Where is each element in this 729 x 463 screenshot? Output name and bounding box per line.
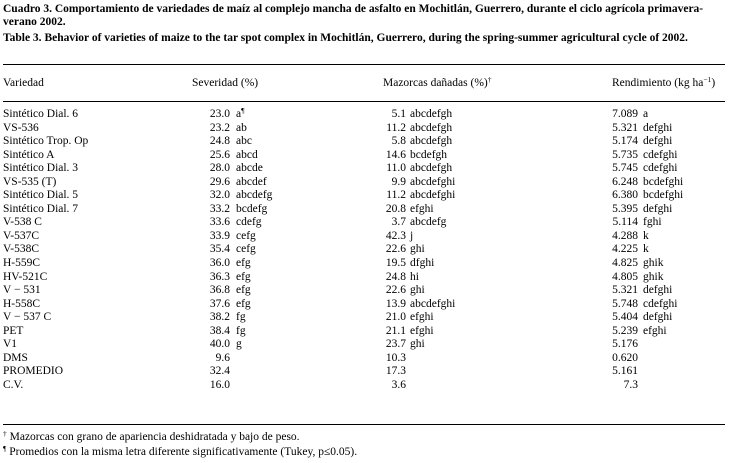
variety-cell: H-559C — [3, 257, 41, 270]
variety-cell: VS-535 (T) — [3, 175, 57, 188]
severity-value: 32.0 — [209, 189, 230, 202]
severity-letters: fg — [236, 324, 246, 337]
cobs-letters: abcdefgh — [410, 121, 453, 134]
severity-value: 36.3 — [209, 270, 230, 283]
table-row — [0, 176, 729, 190]
yield-value: 5.239 — [612, 324, 638, 337]
yield-letters: defghi — [643, 121, 673, 134]
cobs-letters: abcdefghi — [410, 297, 456, 310]
variety-cell: DMS — [3, 351, 28, 364]
cobs-letters: abcdefghi — [410, 175, 456, 188]
yield-letters: cdefghi — [643, 162, 678, 175]
cobs-letters: dfghi — [410, 257, 435, 270]
cobs-value: 3.7 — [391, 216, 406, 229]
variety-cell: HV-521C — [3, 270, 48, 283]
cobs-value: 22.6 — [385, 284, 406, 297]
severity-value: 33.6 — [209, 216, 230, 229]
cobs-value: 24.8 — [385, 270, 406, 283]
severity-letters: efg — [236, 297, 251, 310]
severity-letters: efg — [236, 284, 251, 297]
variety-cell: V − 537 C — [3, 311, 52, 324]
severity-letters: ab — [236, 121, 247, 134]
cobs-value: 13.9 — [385, 297, 406, 310]
caption-en — [3, 32, 725, 45]
cobs-value: 21.1 — [385, 324, 406, 337]
yield-value: 5.735 — [612, 148, 638, 161]
table-row — [0, 338, 729, 352]
table-row — [0, 325, 729, 339]
yield-value: 5.161 — [612, 365, 638, 378]
yield-value: 5.321 — [612, 121, 638, 134]
severity-letters: bcdefg — [236, 202, 268, 215]
bottom-rule — [3, 424, 725, 425]
yield-letters: bcdefghi — [643, 189, 684, 202]
severity-letters: efg — [236, 270, 251, 283]
variety-cell: V-538 C — [3, 216, 42, 229]
cobs-value: 11.2 — [386, 189, 406, 202]
table-row — [0, 379, 729, 393]
severity-value: 29.6 — [209, 175, 230, 188]
yield-value: 5.745 — [612, 162, 638, 175]
cobs-value: 5.1 — [391, 108, 406, 120]
cobs-letters: abcdefghi — [410, 189, 456, 202]
table-row — [0, 216, 729, 230]
variety-cell: PET — [3, 324, 24, 337]
severity-value: 23.2 — [209, 121, 230, 134]
header-cobs-label: Mazorcas dañadas (%) — [383, 77, 488, 89]
severity-value: 33.9 — [209, 229, 230, 242]
severity-value: 25.6 — [209, 148, 230, 161]
severity-value: 33.2 — [209, 202, 230, 215]
variety-cell: V − 531 — [3, 284, 41, 297]
yield-letters: efghi — [643, 324, 667, 337]
cobs-letters: efghi — [410, 311, 434, 324]
yield-letters: defghi — [643, 135, 673, 148]
yield-value: 5.114 — [612, 216, 638, 229]
cobs-letters: j — [410, 229, 414, 242]
severity-value: 28.0 — [209, 162, 230, 175]
cobs-value: 21.0 — [385, 311, 406, 324]
table-row — [0, 203, 729, 217]
table-row — [0, 108, 729, 122]
cobs-letters: ghi — [410, 243, 425, 256]
variety-cell: V-538C — [3, 243, 39, 256]
severity-value: 36.0 — [209, 257, 230, 270]
yield-value: 4.288 — [612, 229, 638, 242]
yield-letters: defghi — [643, 202, 673, 215]
table-row — [0, 352, 729, 366]
yield-value: 5.321 — [612, 284, 638, 297]
severity-letters: cefg — [236, 229, 256, 242]
cobs-value: 5.8 — [391, 135, 406, 148]
severity-letters-text: a — [236, 108, 242, 120]
variety-cell: Sintético A — [3, 148, 55, 161]
table-row — [0, 284, 729, 298]
caption-en-label: Table 3. — [3, 32, 42, 44]
yield-letters: a — [643, 108, 649, 120]
yield-letters: cdefghi — [643, 297, 678, 310]
variety-cell: V1 — [3, 338, 18, 351]
header-cobs — [383, 77, 491, 89]
dagger-mark: † — [487, 75, 492, 84]
table-row — [0, 135, 729, 149]
footnote-dagger-mark: † — [3, 429, 7, 438]
severity-letters: abc — [236, 135, 252, 148]
table-body — [0, 108, 729, 392]
cobs-value: 23.7 — [385, 338, 406, 351]
table-row — [0, 162, 729, 176]
yield-letters: bcdefghi — [643, 175, 684, 188]
cobs-letters: ghi — [410, 338, 425, 351]
variety-cell: C.V. — [3, 378, 24, 391]
severity-letters: abcd — [236, 148, 258, 161]
yield-value: 5.174 — [612, 135, 638, 148]
footnote-dagger-text: Mazorcas con grano de apariencia deshidratada y bajo de peso. — [9, 431, 300, 443]
yield-letters: ghik — [643, 257, 664, 270]
variety-cell: H-558C — [3, 297, 41, 310]
yield-value: 4.225 — [612, 243, 638, 256]
header-rule — [3, 101, 725, 102]
yield-letters: fghi — [643, 216, 662, 229]
severity-letters: efg — [236, 257, 251, 270]
table-row — [0, 149, 729, 163]
yield-value: 5.395 — [612, 202, 638, 215]
severity-value: 32.4 — [209, 365, 230, 378]
severity-value: 36.8 — [209, 284, 230, 297]
yield-value: 4.825 — [612, 257, 638, 270]
footnote-pilcrow-mark: ¶ — [3, 444, 7, 453]
table-row — [0, 243, 729, 257]
variety-cell: Sintético Dial. 6 — [3, 108, 79, 120]
yield-value: 7.089 — [612, 108, 638, 120]
severity-value: 9.6 — [215, 351, 230, 364]
cobs-letters: abcdefgh — [410, 108, 453, 120]
severity-value: 40.0 — [209, 338, 230, 351]
severity-value: 38.2 — [209, 311, 230, 324]
table-row — [0, 365, 729, 379]
caption-es — [3, 3, 725, 29]
cobs-letters: ghi — [410, 284, 425, 297]
severity-value: 35.4 — [209, 243, 230, 256]
yield-letters: ghik — [643, 270, 664, 283]
variety-cell: V-537C — [3, 229, 39, 242]
variety-cell: VS-536 — [3, 121, 39, 134]
yield-value: 6.248 — [612, 175, 638, 188]
yield-letters: k — [643, 243, 649, 256]
table-row — [0, 298, 729, 312]
severity-value: 23.0 — [209, 108, 230, 120]
severity-letters: abcde — [236, 162, 263, 175]
header-severity: Severidad (%) — [192, 77, 259, 89]
severity-letters — [236, 108, 245, 120]
yield-value: 7.3 — [623, 378, 638, 391]
cobs-letters: abcdefg — [410, 216, 447, 229]
caption-en-text: Behavior of varieties of maize to the tar spot complex in Mochitlán, Guerrero, during the spring-summer agricultural cycle of 2002. — [44, 32, 688, 44]
caption-es-text: Comportamiento de variedades de maíz al complejo mancha de asfalto en Mochitlán, Guerrero, durante el ciclo agrícola primavera-verano 2002. — [3, 3, 704, 28]
severity-value: 37.6 — [209, 297, 230, 310]
yield-value: 5.176 — [612, 338, 638, 351]
cobs-letters: hi — [410, 270, 419, 283]
cobs-value: 22.6 — [385, 243, 406, 256]
table-row — [0, 230, 729, 244]
table-row — [0, 311, 729, 325]
yield-value: 0.620 — [612, 351, 638, 364]
yield-letters: defghi — [643, 311, 673, 324]
variety-cell: PROMEDIO — [3, 365, 64, 378]
yield-value: 6.380 — [612, 189, 638, 202]
header-yield-close: ) — [711, 77, 716, 89]
yield-letters: defghi — [643, 284, 673, 297]
header-yield — [612, 77, 715, 89]
yield-value: 4.805 — [612, 270, 638, 283]
severity-letters: cefg — [236, 243, 256, 256]
severity-letters: abcdef — [236, 175, 267, 188]
cobs-value: 14.6 — [385, 148, 406, 161]
severity-value: 38.4 — [209, 324, 230, 337]
variety-cell: Sintético Dial. 5 — [3, 189, 79, 202]
table-row — [0, 189, 729, 203]
cobs-value: 3.6 — [391, 378, 406, 391]
severity-letters: abcdefg — [236, 189, 273, 202]
yield-letters: cdefghi — [643, 148, 678, 161]
cobs-value: 11.2 — [386, 121, 406, 134]
cobs-letters: efghi — [410, 202, 434, 215]
cobs-value: 11.0 — [386, 162, 406, 175]
severity-value: 24.8 — [209, 135, 230, 148]
cobs-value: 17.3 — [385, 365, 406, 378]
yield-letters: k — [643, 229, 649, 242]
severity-letters: g — [236, 338, 242, 351]
cobs-letters: abcdefgh — [410, 135, 453, 148]
variety-cell: Sintético Dial. 3 — [3, 162, 79, 175]
cobs-letters: abcdefgh — [410, 162, 453, 175]
severity-value: 16.0 — [209, 378, 230, 391]
header-yield-exponent: −1 — [703, 75, 712, 84]
table-row — [0, 257, 729, 271]
table-row — [0, 122, 729, 136]
variety-cell: Sintético Trop. Op — [3, 135, 89, 148]
cobs-value: 10.3 — [385, 351, 406, 364]
yield-value: 5.748 — [612, 297, 638, 310]
yield-value: 5.404 — [612, 311, 638, 324]
severity-letters: fg — [236, 311, 246, 324]
cobs-value: 9.9 — [391, 175, 406, 188]
cobs-letters: bcdefgh — [410, 148, 448, 161]
header-variety: Variedad — [3, 77, 44, 89]
severity-letters: cdefg — [236, 216, 262, 229]
pilcrow-mark: ¶ — [241, 106, 245, 115]
table-row — [0, 271, 729, 285]
variety-cell: Sintético Dial. 7 — [3, 202, 79, 215]
footnote-pilcrow-text: Promedios con la misma letra diferente significativamente (Tukey, p≤0.05). — [9, 446, 358, 458]
header-yield-label: Rendimiento (kg ha — [612, 77, 704, 89]
footnote-dagger — [3, 431, 300, 443]
cobs-value: 42.3 — [385, 229, 406, 242]
caption-es-label: Cuadro 3. — [3, 3, 52, 15]
cobs-letters: efghi — [410, 324, 434, 337]
cobs-value: 19.5 — [385, 257, 406, 270]
top-rule — [3, 64, 725, 65]
footnote-pilcrow — [3, 446, 357, 458]
cobs-value: 20.8 — [385, 202, 406, 215]
